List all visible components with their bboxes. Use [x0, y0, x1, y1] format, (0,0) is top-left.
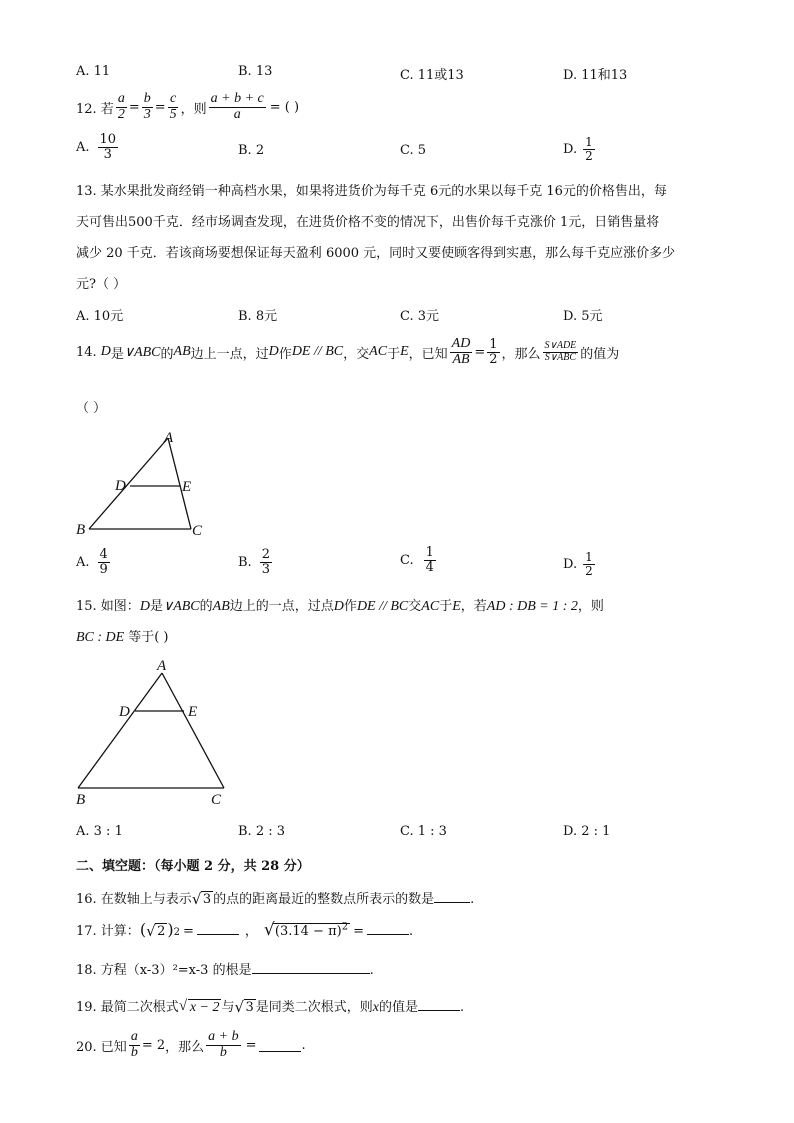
q17-sqrt-1: √ 2	[146, 922, 166, 940]
q13-line-2: 天可售出500千克．经市场调查发现，在进货价格不变的情况下，出售价每千克涨价 1元，日销售量将	[76, 215, 660, 230]
q15-option-d: D. 2 : 1	[563, 824, 611, 839]
q14-label-a: A	[164, 430, 174, 446]
q14-triangle-figure	[70, 425, 220, 545]
q14-option-c: C. $\frac{1}{4}$	[400, 545, 434, 575]
q15-label-d: D	[119, 704, 130, 720]
q13-line-3: 减少 20 千克．若该商场要想保证每天盈利 6000 元，同时又要使顾客得到实惠，那么每千克应涨价多少	[76, 246, 676, 261]
q14-label-d: D	[115, 478, 126, 494]
q13-option-a: A. 10元	[76, 309, 124, 324]
q16-sqrt: √ 3	[191, 890, 212, 908]
q15-label-e: E	[188, 704, 198, 720]
q15-side-ab	[78, 673, 162, 788]
q12-frac-c5: $\frac{c}{5}$	[169, 91, 177, 122]
q19-answer-blank[interactable]	[418, 1010, 460, 1011]
q15-option-a: A. 3 : 1	[76, 824, 123, 839]
q15-side-ac	[162, 673, 224, 788]
q12-option-c: C. 5	[400, 143, 427, 158]
q19-sqrt-1: √ x − 2	[178, 998, 220, 1015]
q15-label-c: C	[211, 792, 222, 808]
q15-line-1: 15. 如图：D是∨ABC的AB边上的一点，过点D作DE // BC交AC于E，若AD : DB = 1 : 2，则	[76, 599, 604, 614]
q14-label-b: B	[76, 522, 86, 538]
q12-frac-sum: $\frac{a + b + c}{a}$	[210, 91, 264, 122]
q14-option-b: B. $\frac{2}{3}$	[238, 547, 270, 577]
q13-line-1: 13. 某水果批发商经销一种高档水果，如果将进货价为每千克 6元的水果以每千克 16元的价格售出，每	[76, 184, 667, 199]
q12-option-a: A. $\frac{10}{3}$	[76, 132, 117, 162]
q13-option-d: D. 5元	[563, 309, 603, 324]
q15-line-2: BC : DE 等于( )	[76, 630, 169, 645]
q14-label-c: C	[192, 523, 203, 539]
q19-sqrt-2: √ 3	[234, 998, 254, 1016]
q12-option-b: B. 2	[238, 143, 265, 158]
q11-option-c: C. 11或13	[400, 68, 464, 83]
question-18: 18. 方程（x-3）²=x-3 的根是 .	[76, 963, 374, 978]
q14-paren: （ ）	[76, 401, 107, 416]
question-14: 14. D 是 ∨ABC 的 AB 边上一点，过 D 作 DE // BC ，交 AC 于 E ，已知 $\frac{AD}{AB}$ = $\frac{1}{2}$ ，那么 $\frac{\text{S∨ADE}}{\text{S∨ABC}}$ 的值为	[76, 336, 620, 367]
q12-frac-a2: $\frac{a}{2}$	[117, 91, 125, 122]
section-2-heading: 二、填空题：（每小题 2 分，共 28 分）	[76, 859, 310, 874]
q15-option-c: C. 1 : 3	[400, 824, 447, 839]
q13-option-b: B. 8元	[238, 309, 278, 324]
q17-sqrt-2: √ $(3.14 - \pi)^2$	[263, 919, 349, 940]
q15-label-a: A	[157, 658, 167, 674]
q12-mid: ，则	[180, 101, 207, 117]
q15-label-b: B	[76, 792, 86, 808]
question-17: 17. 计算： ( √ 2 ) $_2$ = ， √ $(3.14 - \pi)^2$ = .	[76, 919, 414, 940]
q17-answer-blank-1[interactable]	[197, 934, 239, 935]
q15-option-b: B. 2 : 3	[238, 824, 286, 839]
q14-side-ab	[89, 438, 168, 529]
q15-triangle-figure	[70, 652, 240, 812]
question-12: 12. 若 $\frac{a}{2}$ = $\frac{b}{3}$ = $\frac{c}{5}$ ，则 $\frac{a + b + c}{a}$ = ( )	[76, 91, 300, 122]
q11-option-a: A. 11	[76, 64, 111, 79]
q12-frac-b3: $\frac{b}{3}$	[143, 91, 151, 122]
q11-option-d: D. 11和13	[563, 68, 628, 83]
q20-answer-blank[interactable]	[259, 1051, 301, 1052]
q18-answer-blank[interactable]	[252, 973, 370, 974]
q12-prefix: 12. 若	[76, 101, 114, 117]
q14-option-d: D. $\frac{1}{2}$	[563, 550, 593, 578]
question-20: 20. 已知 $\frac{a}{b}$ = 2 ，那么 $\frac{a + b}{b}$ = .	[76, 1029, 306, 1060]
question-16: 16. 在数轴上与表示 √ 3 的点的距离最近的整数点所表示的数是 .	[76, 890, 475, 908]
q11-option-b: B. 13	[238, 64, 273, 79]
q12-suffix: = ( )	[269, 99, 300, 115]
q13-option-c: C. 3元	[400, 309, 440, 324]
q14-option-a: A. $\frac{4}{9}$	[76, 547, 108, 577]
q14-label-e: E	[182, 479, 192, 495]
q17-answer-blank-2[interactable]	[367, 934, 409, 935]
question-19: 19. 最简二次根式 √ x − 2 与 √ 3 是同类二次根式，则 x 的值是 .	[76, 998, 465, 1016]
q12-option-d: D. $\frac{1}{2}$	[563, 135, 593, 163]
q13-line-4: 元?（ ）	[76, 277, 127, 292]
q16-answer-blank[interactable]	[434, 902, 470, 903]
